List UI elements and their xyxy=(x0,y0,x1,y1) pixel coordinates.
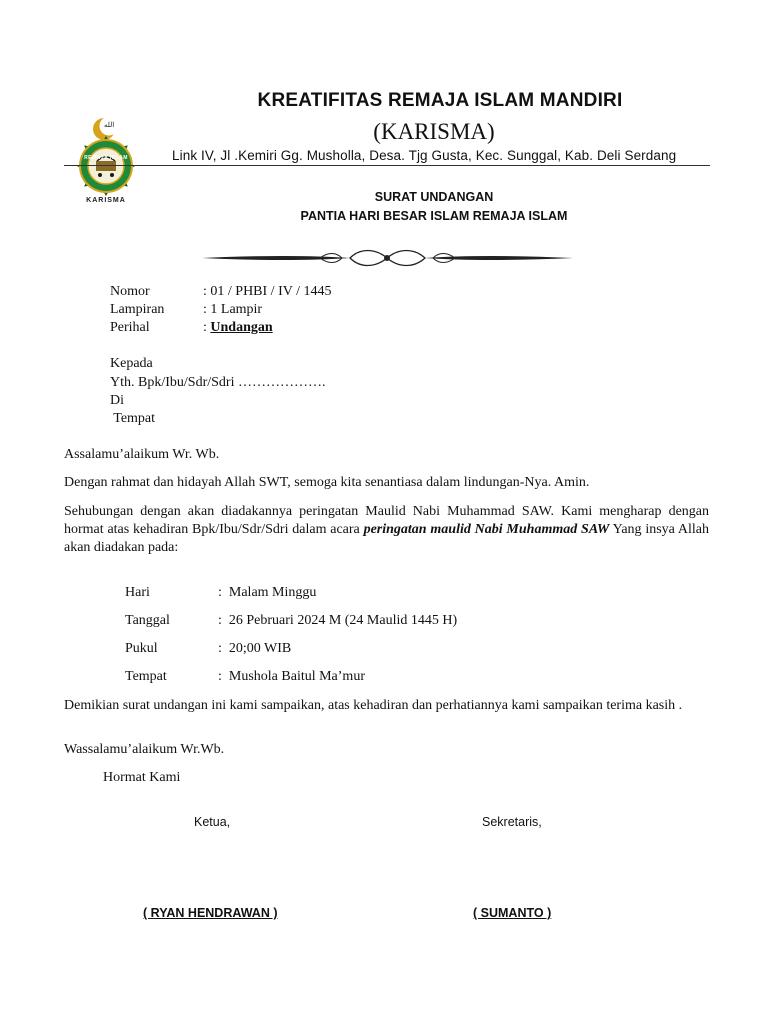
meta-lampiran-row xyxy=(110,302,262,318)
recipient-yth: Yth. Bpk/Ibu/Sdr/Sdri ………………. xyxy=(110,375,326,390)
paragraph-invitation-start: Sehubungan dengan akan diadakannya peringatan Maulid Nabi Muhammad SAW. Kami mengharap dengan hormat atas kehadiran Bpk/Ibu/Sdr/Sdri dalam acara xyxy=(64,504,709,537)
event-tanggal-label: Tanggal xyxy=(125,613,170,628)
event-name-emphasis: peringatan maulid Nabi Muhammad SAW xyxy=(363,522,610,537)
paragraph-invitation-end: Yang insya Allah akan diadakan pada: xyxy=(64,522,710,555)
meta-nomor-label: Nomor xyxy=(110,284,150,299)
meta-perihal-colon: : xyxy=(203,320,211,335)
signature-sekretaris-label: Sekretaris, xyxy=(482,815,542,829)
meta-lampiran-label: Lampiran xyxy=(110,302,165,317)
meta-perihal-label: Perihal xyxy=(110,320,150,335)
paragraph-closing: Demikian surat undangan ini kami sampaikan, atas kehadiran dan perhatiannya kami sampaikan terima kasih . xyxy=(64,698,683,713)
event-tanggal-value: : 26 Pebruari 2024 M (24 Maulid 1445 H) xyxy=(218,613,458,628)
event-pukul-row xyxy=(125,641,291,657)
logo-ring-text: REMAJA ISLAM xyxy=(84,155,128,161)
organization-name: KREATIFITAS REMAJA ISLAM MANDIRI xyxy=(257,90,623,111)
meta-nomor-value: : 01 / PHBI / IV / 1445 xyxy=(203,284,332,299)
event-tanggal-row xyxy=(125,613,457,629)
header-divider xyxy=(64,165,710,166)
organization-abbreviation: (KARISMA) xyxy=(373,119,495,144)
signature-ketua-label: Ketua, xyxy=(194,815,231,829)
meta-perihal-row xyxy=(110,320,273,336)
logo-bottom-text: KARISMA xyxy=(86,197,126,204)
letter-subtitle: PANTIA HARI BESAR ISLAM REMAJA ISLAM xyxy=(300,209,568,223)
event-hari-label: Hari xyxy=(125,585,150,600)
event-pukul-value: : 20;00 WIB xyxy=(218,641,292,656)
event-tempat-value: : Mushola Baitul Ma’mur xyxy=(218,669,365,684)
meta-lampiran-value: : 1 Lampir xyxy=(203,302,263,317)
signature-ketua-name: ( RYAN HENDRAWAN ) xyxy=(143,906,278,920)
ornament-flourish-icon xyxy=(200,248,575,268)
logo-crescent-text: الله xyxy=(104,122,115,129)
farewell: Wassalamu’alaikum Wr.Wb. xyxy=(64,742,225,757)
greeting: Assalamu’alaikum Wr. Wb. xyxy=(64,447,220,462)
paragraph-invitation xyxy=(64,503,709,557)
recipient-tempat: Tempat xyxy=(110,411,156,426)
ornament-divider xyxy=(200,248,575,268)
meta-nomor-row xyxy=(110,284,331,300)
paragraph-opening: Dengan rahmat dan hidayah Allah SWT, semoga kita senantiasa dalam lindungan-Nya. Amin. xyxy=(64,475,590,490)
hormat-kami: Hormat Kami xyxy=(103,770,181,785)
event-hari-row xyxy=(125,585,316,601)
meta-perihal-value: Undangan xyxy=(210,320,273,335)
recipient-di: Di xyxy=(110,393,124,408)
recipient-kepada: Kepada xyxy=(110,356,153,371)
letter-title: SURAT UNDANGAN xyxy=(374,190,494,204)
event-pukul-label: Pukul xyxy=(125,641,158,656)
event-tempat-row xyxy=(125,669,365,685)
signature-sekretaris-name: ( SUMANTO ) xyxy=(473,906,552,920)
event-hari-value: : Malam Minggu xyxy=(218,585,317,600)
event-tempat-label: Tempat xyxy=(125,669,167,684)
organization-address: Link IV, Jl .Kemiri Gg. Musholla, Desa. Tjg Gusta, Kec. Sunggal, Kab. Deli Serdang xyxy=(172,148,677,163)
